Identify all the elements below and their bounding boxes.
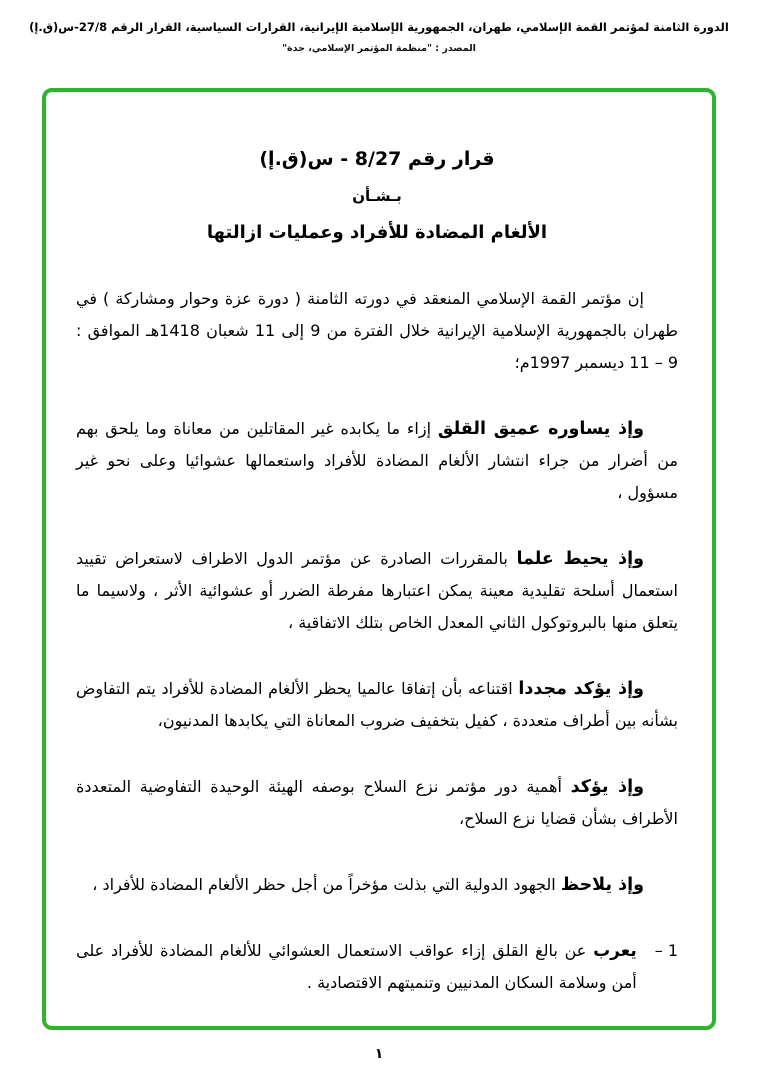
title-block <box>76 148 678 243</box>
header-source-line: المصدر : "منظمة المؤتمر الإسلامي، جدة" <box>282 43 476 54</box>
preamble-paragraph-affirming <box>76 771 678 835</box>
preamble-paragraph-noting <box>76 869 678 901</box>
operative-item-1 <box>76 935 678 999</box>
preamble-paragraph-taking-note <box>76 543 678 639</box>
paragraph-text: اقتناعه بأن إتفاقا عالميا يحظر الألغام المضادة للأفراد يتم التفاوض بشأنه بين أطراف متعددة ، كفيل بتخفيف ضروب المعاناة التي يكابدها المدنيون، <box>76 679 678 730</box>
paragraph-lead: وإذ يؤكد مجددا <box>518 679 645 699</box>
paragraph-text: أهمية دور مؤتمر نزع السلاح بوصفه الهيئة الوحيدة التفاوضية المتعددة الأطراف بشأن قضايا نزع السلاح، <box>76 777 678 828</box>
resolution-number-title: قرار رقم 8/27 - س(ق.إ) <box>259 148 495 170</box>
paragraph-lead: وإذ يلاحظ <box>560 875 644 895</box>
paragraph-lead: وإذ يحيط علما <box>516 549 645 569</box>
item-number: 1 – <box>654 941 678 960</box>
paragraph-text: إن مؤتمر القمة الإسلامي المنعقد في دورته الثامنة ( دورة عزة وحوار ومشاركة ) في طهران بالجمهورية الإسلامية الإيرانية خلال الفترة من 9 إلى 11 شعبان 1418هـ الموافق : 9 – 11 ديسمبر 1997م؛ <box>76 289 679 372</box>
paragraph-text: إزاء ما يكابده غير المقاتلين من معاناة وما يلحق بهم من أضرار من جراء انتشار الألغام المضادة للأفراد واستعمالها عشوائيا وعلى نحو غير مسؤول ، <box>76 419 678 502</box>
paragraph-text: الجهود الدولية التي بذلت مؤخراً من أجل حظر الألغام المضادة للأفراد ، <box>92 875 556 894</box>
document-border-frame <box>42 88 716 1030</box>
title-regarding: بـشـأن <box>352 187 402 205</box>
item-lead: يعرب <box>593 941 637 961</box>
preamble-paragraph-reaffirming <box>76 673 678 737</box>
title-subject: الألغام المضادة للأفراد وعمليات ازالتها <box>206 222 548 243</box>
paragraph-lead: وإذ يؤكد <box>570 777 644 797</box>
page-number: ١ <box>374 1046 384 1062</box>
paragraph-lead: وإذ يساوره عميق القلق <box>437 419 645 439</box>
preamble-paragraph-concern <box>76 413 678 509</box>
item-body <box>76 935 637 999</box>
document-header <box>0 0 758 54</box>
preamble-opening-paragraph <box>76 283 678 379</box>
paragraph-text: بالمقررات الصادرة عن مؤتمر الدول الاطراف لاستعراض تقييد استعمال أسلحة تقليدية معينة يمكن اعتبارها مفرطة الضرر أو عشوائية الأثر ، ولاسيما ما يتعلق منها بالبروتوكول الثاني المعدل الخاص بتلك الاتفاقية ، <box>76 549 678 632</box>
header-citation-line: الدورة الثامنة لمؤتمر القمة الإسلامي، طهران، الجمهورية الإسلامية الإيرانية، القرارات السياسية، القرار الرقم 27/8-س(ق.إ) <box>29 20 729 34</box>
item-text: عن بالغ القلق إزاء عواقب الاستعمال العشوائي للألغام المضادة للأفراد على أمن وسلامة السكان المدنيين وتنميتهم الاقتصادية . <box>76 941 637 992</box>
